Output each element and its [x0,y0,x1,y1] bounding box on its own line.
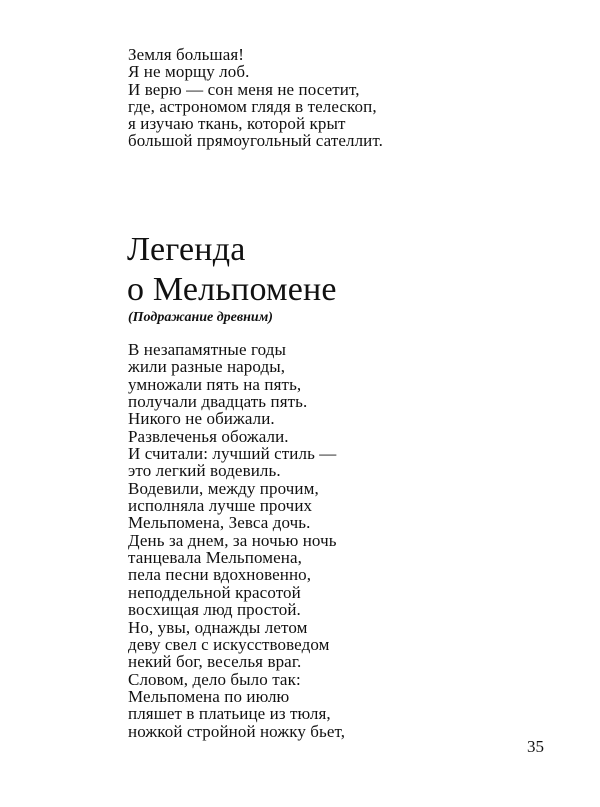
previous-poem-ending [128,46,383,150]
poem-line: Но, увы, однажды летом [128,617,308,637]
poem-line: жили разные народы, [128,357,286,377]
poem-line: Земля большая! [128,45,245,64]
poem-line: Развлеченья обожали. [128,426,289,446]
poem-title-line-2: о Мельпомене [127,271,337,308]
poem-line: И считали: лучший стиль — [128,444,337,464]
poem-line: неподдельной красотой [128,582,301,602]
poem-line: Водевили, между прочим, [128,478,319,498]
poem-line: восхищая люд простой. [128,600,301,620]
poem-line: большой прямоугольный сателлит. [128,131,383,151]
poem-title [127,230,337,310]
poem-line: Я не морщу лоб. [128,62,250,82]
poem-line: Никого не обижали. [128,409,275,429]
poem-line: ножкой стройной ножку бьет, [128,721,346,741]
poem-line: Мельпомена по июлю [128,686,290,706]
poem-line: деву свел с искусствоведом [128,634,330,654]
poem-line: это легкий водевиль. [128,461,281,481]
poem-line: Словом, дело было так: [128,669,301,689]
poem-line: День за днем, за ночью ночь [128,530,337,550]
page-number: 35 [527,737,544,756]
poem-line: исполняла лучше прочих [128,496,313,516]
poem-line: танцевала Мельпомена, [128,548,302,568]
poem-line: я изучаю ткань, которой крыт [128,114,346,134]
poem-line: В незапамятные годы [128,340,286,359]
poem-subtitle: (Подражание древним) [128,310,273,325]
poem-line: И верю — сон меня не посетит, [128,79,360,99]
poem-line: где, астрономом глядя в телескоп, [128,96,377,116]
poem-line: некий бог, веселья враг. [128,652,302,672]
poem-line: умножали пять на пять, [128,374,302,394]
poem-body [128,341,345,740]
poem-line: пела песни вдохновенно, [128,565,312,585]
poem-line: пляшет в платьице из тюля, [128,704,331,724]
poem-line: получали двадцать пять. [128,392,308,412]
poem-line: Мельпомена, Зевса дочь. [128,513,311,533]
poem-title-line-1: Легенда [127,231,246,268]
